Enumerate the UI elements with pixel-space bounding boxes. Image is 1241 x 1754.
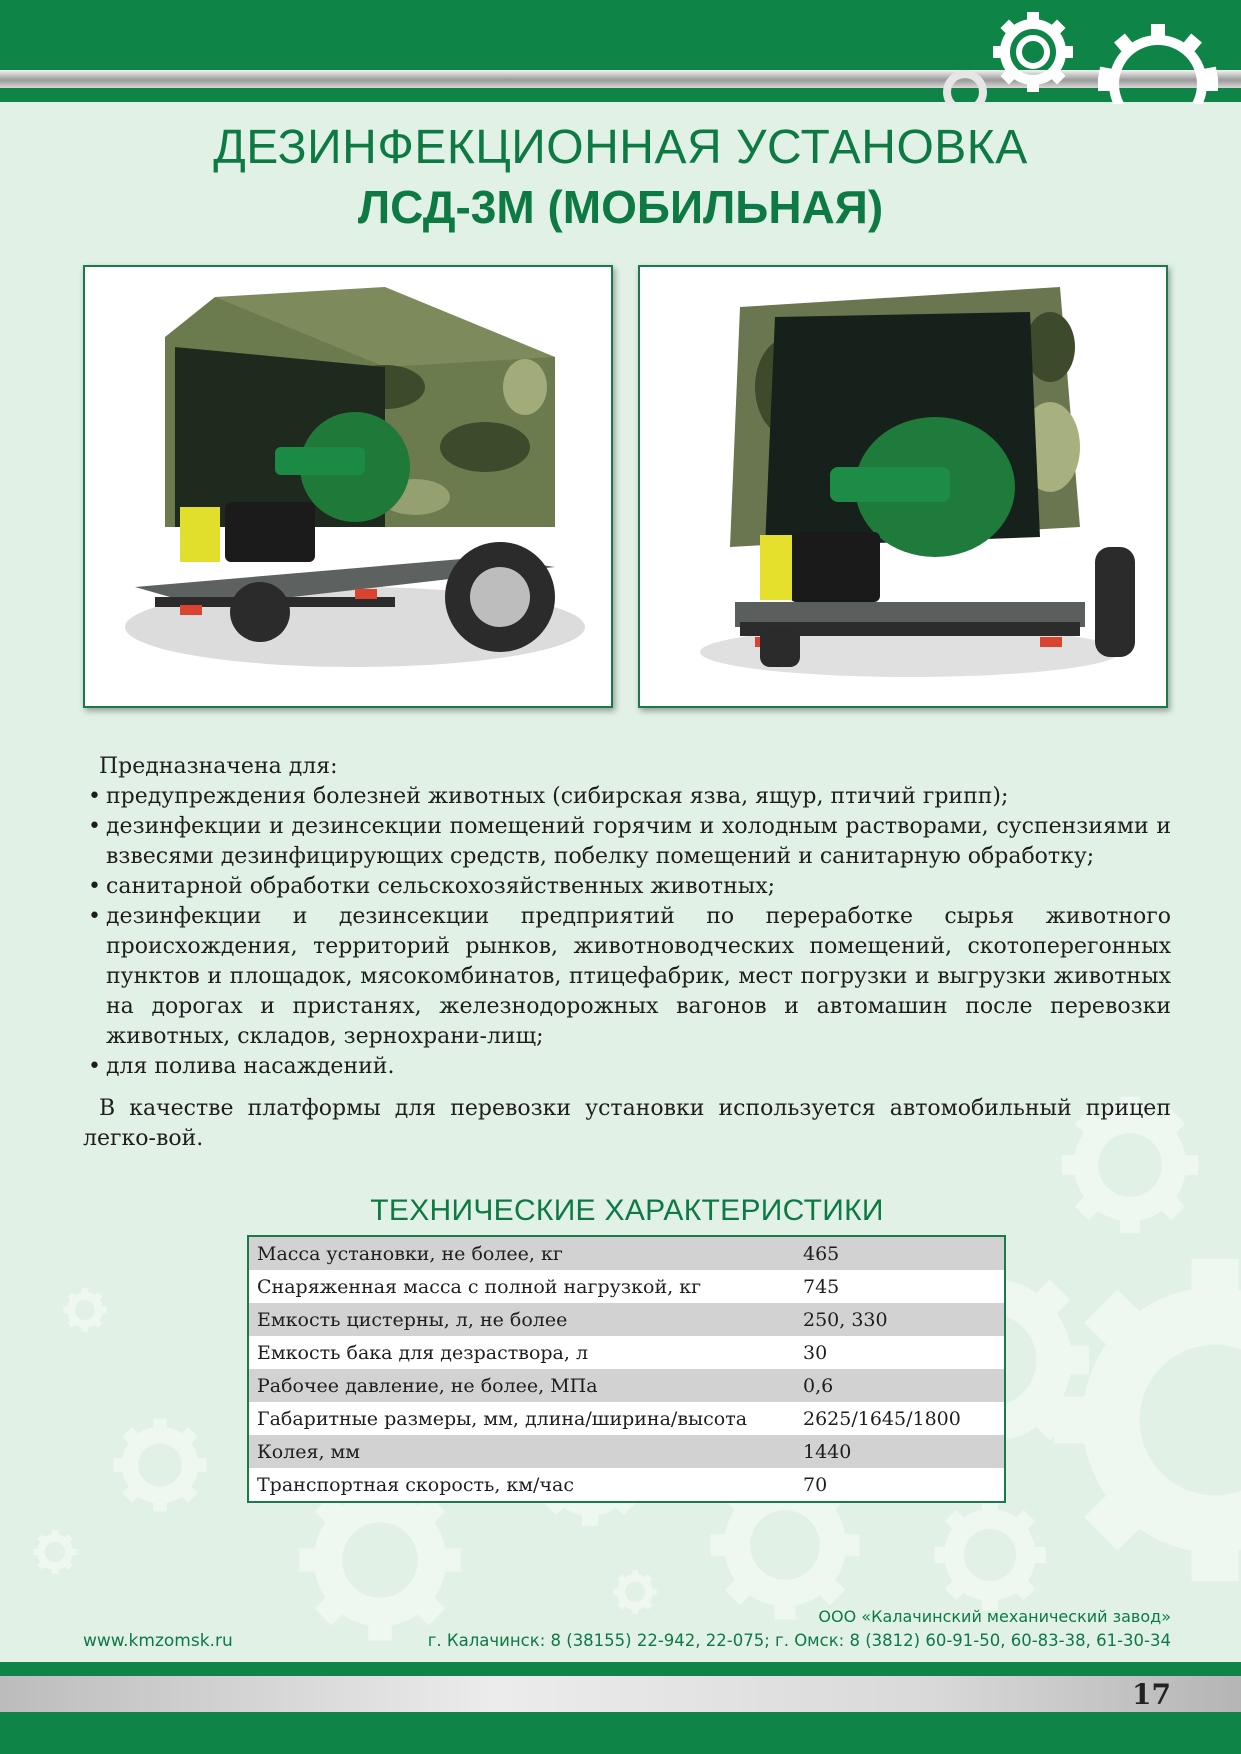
purpose-section <box>83 752 1171 1154</box>
footer-green-stripe-lower <box>0 1712 1241 1754</box>
spec-value: 1440 <box>794 1435 1005 1468</box>
purpose-item: • санитарной обработки сельскохозяйственных животных; <box>83 872 1171 902</box>
bullet-icon: • <box>88 874 101 899</box>
footer-contacts: г. Калачинск: 8 (38155) 22-942, 22-075; г. Омск: 8 (3812) 60-91-50, 60-83-38, 61-30-34 <box>427 1631 1171 1650</box>
spec-value: 465 <box>794 1236 1005 1270</box>
spec-label: Емкость бака для дезраствора, л <box>257 1341 589 1364</box>
page-title <box>0 118 1241 236</box>
purpose-item: • дезинфекции и дезинсекции помещений горячим и холодным растворами, суспензиями и взвесями дезинфицирующих средств, побелку помещений и санитарную обработку; <box>88 814 1171 869</box>
footer-company-name: ООО «Калачинский механический завод» <box>818 1607 1171 1626</box>
bullet-icon: • <box>88 904 101 929</box>
photo-trailer-rear-view <box>638 265 1168 708</box>
table-row <box>248 1402 1005 1435</box>
specs-table <box>247 1235 1006 1503</box>
platform-note: В качестве платформы для перевозки установки используется автомобильный прицеп легко-вой. <box>83 1096 1171 1151</box>
specs-title: ТЕХНИЧЕСКИЕ ХАРАКТЕРИСТИКИ <box>370 1194 884 1227</box>
spec-value: 745 <box>803 1275 840 1298</box>
spec-label: Габаритные размеры, мм, длина/ширина/высота <box>257 1407 748 1430</box>
table-row <box>248 1435 1005 1468</box>
footer-website-link[interactable]: www.kmzomsk.ru <box>83 1631 233 1651</box>
table-row <box>248 1303 1005 1336</box>
footer-green-stripe <box>0 1662 1241 1676</box>
spec-value: 0,6 <box>794 1369 1005 1402</box>
bullet-icon: • <box>88 784 101 809</box>
bullet-icon: • <box>88 1054 101 1079</box>
purpose-item: • дезинфекции и дезинсекции предприятий по переработке сырья животного происхождения, территорий рынков, животноводческих помещений, скотоперегонных пунктов и площадок, мясокомбинатов, птицефабрик, мест погрузки и выгрузки животных на дорогах и пристанях, железнодорожных вагонов и автомашин после перевозки животных, складов, зернохрани-лищ; <box>88 904 1171 1049</box>
purpose-item: • предупреждения болезней животных (сибирская язва, ящур, птичий грипп); <box>83 782 1171 812</box>
purpose-list <box>83 782 1171 1082</box>
footer-silver-stripe <box>0 1676 1241 1712</box>
spec-label: Рабочее давление, не более, МПа <box>248 1369 794 1402</box>
purpose-intro: Предназначена для: <box>99 754 338 779</box>
table-row <box>248 1468 1005 1502</box>
spec-value: 2625/1645/1800 <box>803 1407 961 1430</box>
page-number: 17 <box>1132 1678 1171 1711</box>
spec-value: 250, 330 <box>794 1303 1005 1336</box>
spec-value: 70 <box>803 1473 828 1496</box>
title-line-2: ЛСД-3М (МОБИЛЬНАЯ) <box>357 181 884 233</box>
table-row <box>248 1336 1005 1369</box>
trailer-side-illustration <box>85 267 611 706</box>
spec-label: Снаряженная масса с полной нагрузкой, кг <box>257 1275 702 1298</box>
photo-trailer-side-view <box>83 265 613 708</box>
title-line-1: ДЕЗИНФЕКЦИОННАЯ УСТАНОВКА <box>213 121 1028 174</box>
trailer-rear-illustration <box>640 267 1166 706</box>
purpose-item: • для полива насаждений. <box>83 1052 1171 1082</box>
header-band <box>0 0 1241 104</box>
spec-label: Емкость цистерны, л, не более <box>248 1303 794 1336</box>
spec-label: Колея, мм <box>248 1435 794 1468</box>
spec-value: 30 <box>803 1341 828 1364</box>
table-row <box>248 1236 1005 1270</box>
table-row <box>248 1369 1005 1402</box>
spec-label: Транспортная скорость, км/час <box>257 1473 574 1496</box>
header-gears-icon <box>933 6 1223 104</box>
bullet-icon: • <box>88 814 101 839</box>
spec-label: Масса установки, не более, кг <box>248 1236 794 1270</box>
table-row <box>248 1270 1005 1303</box>
